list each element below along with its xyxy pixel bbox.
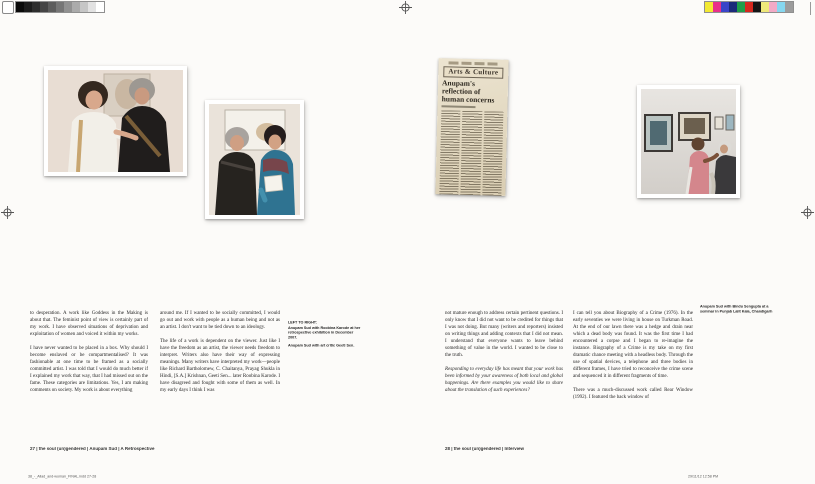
left-page-footer: 27 | the soul (un)gendered | Anupam Sud | A Retrospective [30,447,155,452]
right-page-column-1 [445,310,563,458]
caption-line: Anupam Sud with Roobina Karode at her retrospective exhibition in December 2007. [288,326,361,340]
body-paragraph: not mature enough to address certain pertinent questions. I only know that I did not want to be credited for things that I was not doing. But many (writers and reporters) insisted on writing things and adding contexts that I did not mean. I understand that everyone wants to leave behind something of value in the world. I wanted to be close to the truth. [445,311,563,358]
registration-mark-icon [399,1,412,14]
color-calibration-bar [704,1,794,13]
timestamp-slug-text: 29/11/12 12:58 PM [688,475,719,479]
body-paragraph: to desperation. A work like Goddess in the Making is about that. The feminist point of view is certainly part of my work. I have observed situations of deprivation and exploitation of women and voiced it within my works. [30,311,148,337]
left-page-column-1 [30,310,148,458]
caption-line: Anupam Sud with Bindu Sengupta at a seminar in Punjab Lalit Kala, Chandigarh [700,305,773,314]
newspaper-clipping [435,58,508,196]
clipping-body-text [439,110,503,196]
left-page-column-2 [160,310,280,458]
clipping-headline: Anupam's reflection of human concerns [441,78,495,105]
body-paragraph: around me. If I wanted to be socially committed, I would go out and work with people as a human being and not as an artist. I don't want to be tied down to an ideology. [160,311,280,330]
photo-anupam-with-roobina-karode [44,66,187,176]
body-paragraph: There was a much-discussed work called Rear Window (1992). I featured the back window of [573,388,693,400]
corner-crop-mark [2,1,14,14]
photo-gallery-seminar [637,85,740,198]
right-page-photo-caption [700,305,780,326]
clipping-masthead-line [449,61,499,65]
caption-line: Anupam Sud with art critic Geeti Sen. [288,343,355,348]
photo-anupam-with-geeti-sen [205,100,304,219]
interview-question-paragraph: Responding to everyday life has meant that your work has been informed by your awareness of both local and global happenings. Are there examples you would like to share about the translation of such experiences? [445,367,563,393]
clipping-byline [441,105,475,108]
body-paragraph: I can tell you about Biography of a Crime (1976). In the early seventies we were living in house on Turkman Road. At the end of our lawn there was a hedge and drain near which a dead body was found. It was the first time I had encountered a corpse and I began to re-imagine the instance. Biography of a Crime is my take on my first dramatic chance meeting with a headless body. Through the use of spatial devices, a telephone and three bodies in different frames, I have tried to reconceive the crime scene and sequenced it in different fragments of time. [573,311,693,379]
clipping-section-label: Arts & Culture [443,66,503,78]
grayscale-calibration-bar [15,1,105,13]
registration-mark-icon [801,206,814,219]
crop-mark-line [810,2,811,15]
left-page-photo-caption [288,321,362,372]
registration-mark-icon [1,206,14,219]
caption-heading: LEFT TO RIGHT: [288,321,317,325]
body-paragraph: I have never wanted to be placed in a box. Why should I become enslaved or be compartmentalised? It was fashionable at one time to be framed as a socially committed artist. I was told that I would do much better if I explained my work that way, that I had missed out on the fame. These categories are limitations. Yes, I am making comments on society. My work is about everything [30,346,148,393]
body-paragraph: The life of a work is dependent on the viewer. Just like I have the freedom as an artist, the viewer needs freedom to interpret. Writers also have their way of expressing meanings. Many writers have interpreted my work—people like Richard Bartholomew, C. Chaitanya, Prayag Shukla in Hindi, [S.A.] Krishnan, Geeti Sen... later Roobina Karode. I have disagreed and fought with some of them as well. In my early days I think I was [160,339,280,393]
right-page-footer: 28 | the soul (un)gendered | Interview [445,447,524,452]
file-slug-text: 38_-_Allad_and-woman_FINAL.indd 27-28 [28,475,97,479]
right-page-column-2 [573,310,693,458]
